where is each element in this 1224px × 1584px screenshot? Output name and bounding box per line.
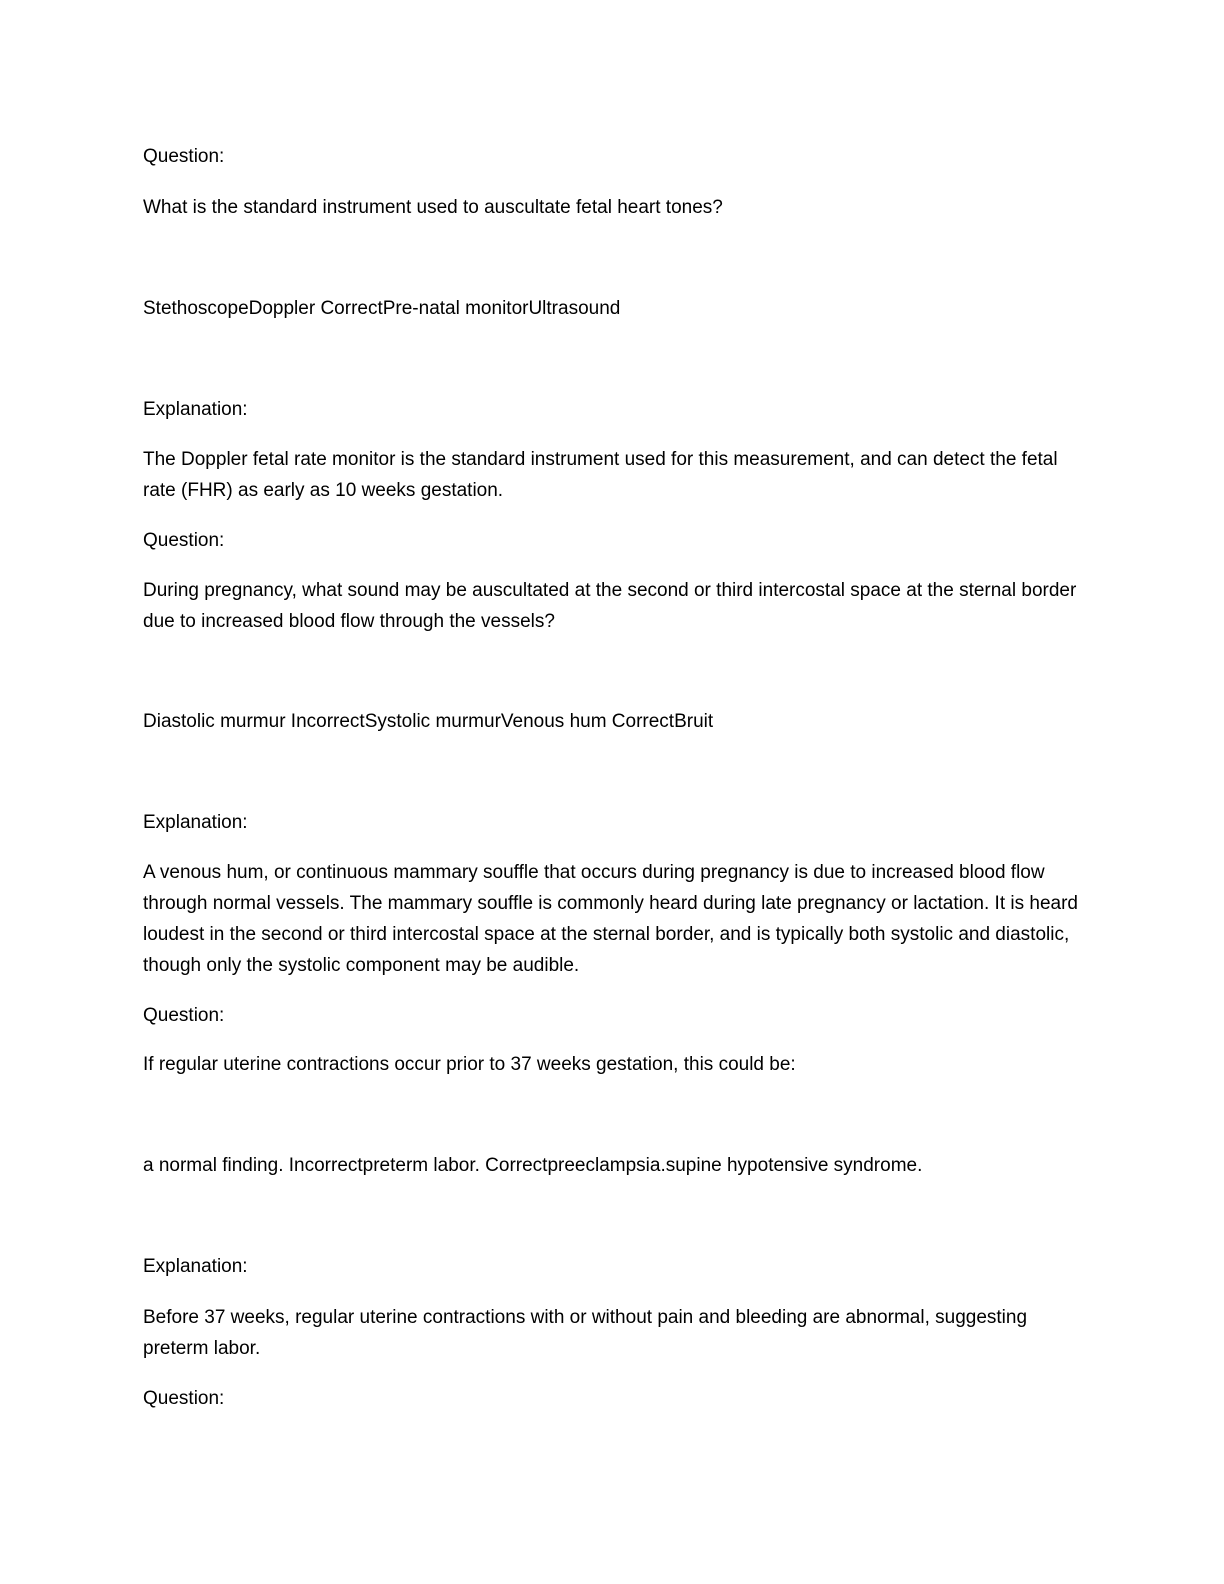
question-text: During pregnancy, what sound may be auscultated at the second or third intercostal space at the sternal border due to increased blood flow through the vessels? — [143, 580, 1077, 632]
question-heading: Question: — [143, 146, 225, 167]
answer-choices: a normal finding. Incorrectpreterm labor. Correctpreeclampsia.supine hypotensive syndrome. — [143, 1155, 923, 1176]
explanation-text: A venous hum, or continuous mammary souffle that occurs during pregnancy is due to increased blood flow through normal vessels. The mammary souffle is commonly heard during late pregnancy or lactation. It is heard loudest in the second or third intercostal space at the sternal border, and is typically both systolic and diastolic, though only the systolic component may be audible. — [143, 862, 1078, 976]
explanation-heading: Explanation: — [143, 812, 248, 833]
answer-choices: Diastolic murmur IncorrectSystolic murmurVenous hum CorrectBruit — [143, 711, 714, 732]
question-heading: Question: — [143, 530, 225, 551]
answer-choices: StethoscopeDoppler CorrectPre-natal monitorUltrasound — [143, 298, 621, 319]
question-text: What is the standard instrument used to auscultate fetal heart tones? — [143, 197, 723, 218]
explanation-text: The Doppler fetal rate monitor is the standard instrument used for this measurement, and can detect the fetal rate (FHR) as early as 10 weeks gestation. — [143, 449, 1058, 501]
question-heading: Question: — [143, 1388, 225, 1409]
explanation-text: Before 37 weeks, regular uterine contractions with or without pain and bleeding are abnormal, suggesting preterm labor. — [143, 1307, 1028, 1359]
explanation-heading: Explanation: — [143, 1256, 248, 1277]
explanation-heading: Explanation: — [143, 399, 248, 420]
question-text: If regular uterine contractions occur prior to 37 weeks gestation, this could be: — [143, 1054, 796, 1075]
question-heading: Question: — [143, 1005, 225, 1026]
